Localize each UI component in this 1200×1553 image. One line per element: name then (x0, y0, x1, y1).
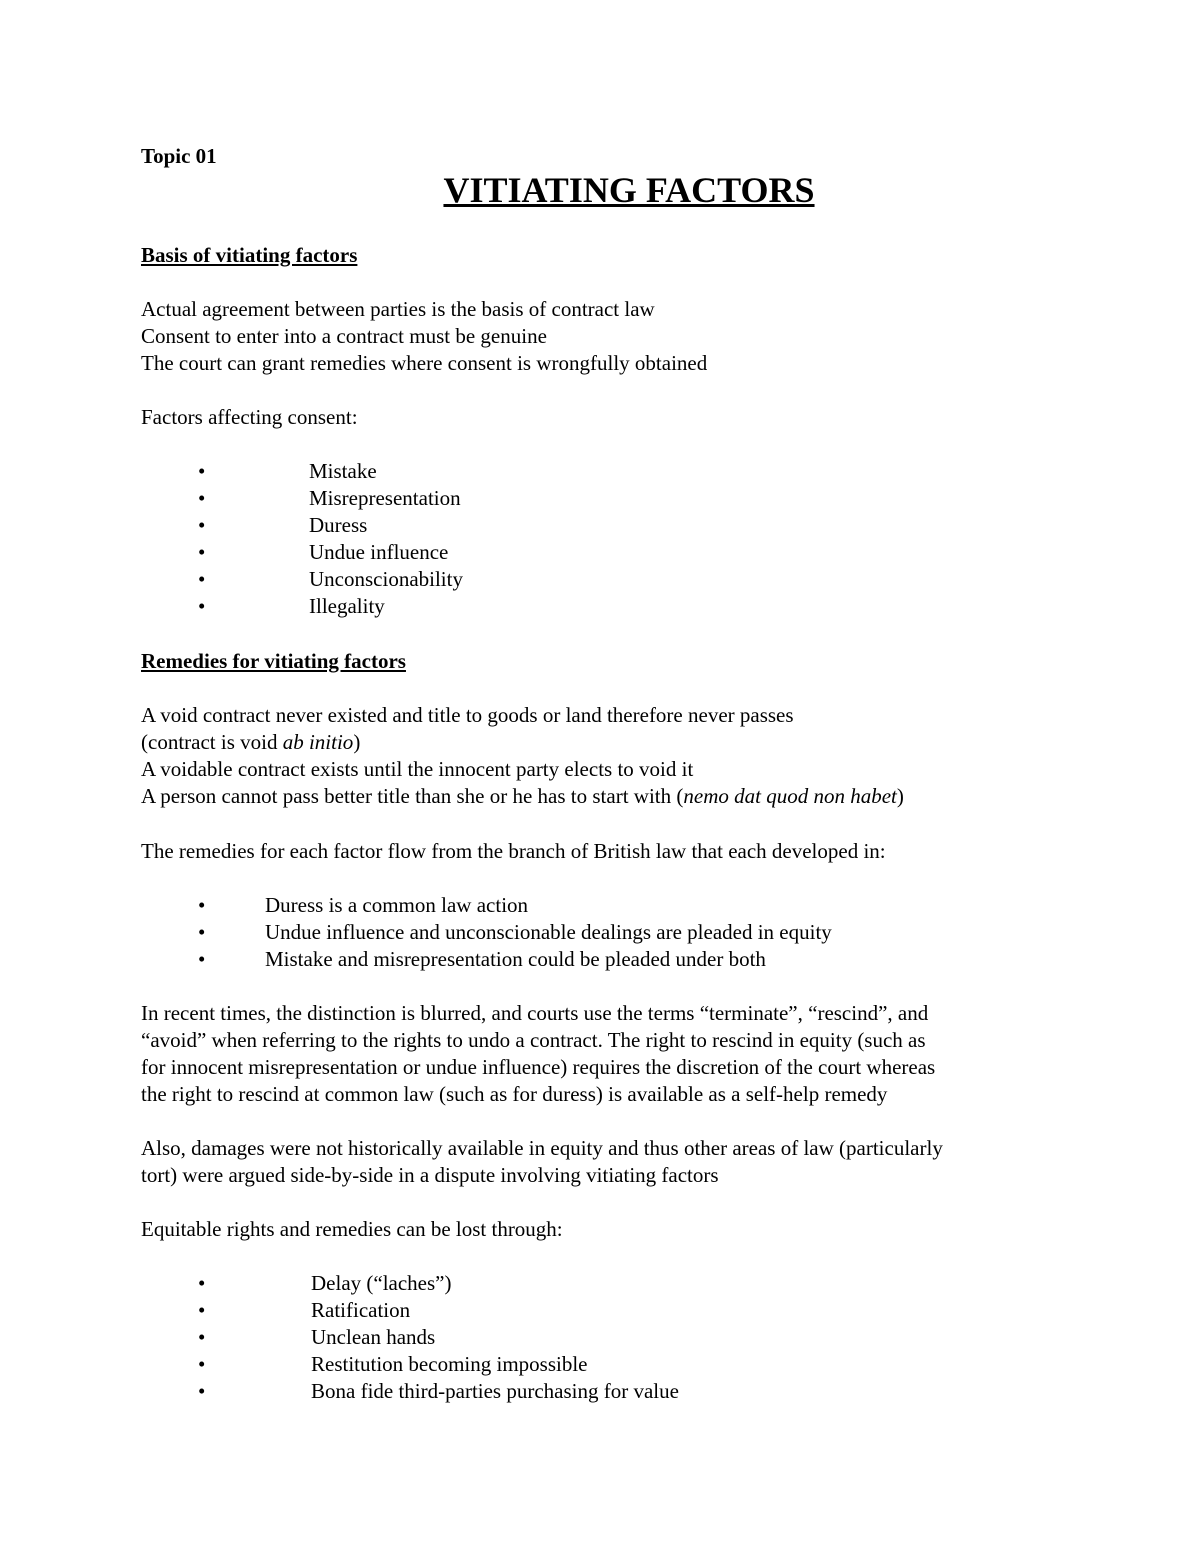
text-run: (contract is void (141, 730, 283, 754)
bullet-icon: • (198, 486, 206, 510)
bullet-icon: • (198, 513, 206, 537)
lost-intro: Equitable rights and remedies can be lost through: (141, 1217, 563, 1241)
list-item: Delay (“laches”) (311, 1271, 452, 1295)
list-item: Duress is a common law action (265, 893, 529, 917)
list-item: Illegality (309, 594, 385, 618)
bullet-icon: • (198, 1352, 206, 1376)
branch-intro: The remedies for each factor flow from the branch of British law that each developed in: (141, 839, 886, 863)
paragraph-line: Actual agreement between parties is the basis of contract law (141, 297, 655, 321)
list-item: Undue influence and unconscionable dealings are pleaded in equity (265, 920, 832, 944)
list-item: Unclean hands (311, 1325, 436, 1349)
list-item: Bona fide third-parties purchasing for value (311, 1379, 679, 1403)
paragraph-line: The court can grant remedies where consent is wrongfully obtained (141, 351, 708, 375)
list-item: Undue influence (309, 540, 449, 564)
list-item: Misrepresentation (309, 486, 461, 510)
paragraph-line: A void contract never existed and title to goods or land therefore never passes (141, 703, 794, 727)
paragraph-line: A voidable contract exists until the innocent party elects to void it (141, 757, 694, 781)
text-run: ) (353, 730, 361, 754)
list-item: Restitution becoming impossible (311, 1352, 588, 1376)
paragraph-line: the right to rescind at common law (such as for duress) is available as a self-help remedy (141, 1082, 888, 1106)
list-item: Duress (309, 513, 368, 537)
bullet-icon: • (198, 1298, 206, 1322)
list-item: Mistake (309, 459, 377, 483)
paragraph-line: for innocent misrepresentation or undue influence) requires the discretion of the court whereas (141, 1055, 936, 1079)
bullet-icon: • (198, 947, 206, 971)
latin-term: ab initio (282, 730, 354, 754)
bullet-icon: • (198, 567, 206, 591)
latin-term: nemo dat quod non habet (683, 784, 897, 808)
page-title: VITIATING FACTORS (443, 170, 815, 210)
text-run: A person cannot pass better title than she or he has to start with ( (141, 784, 684, 808)
list-item: Unconscionability (309, 567, 463, 591)
topic-label: Topic 01 (141, 144, 217, 168)
factors-intro: Factors affecting consent: (141, 405, 358, 429)
bullet-icon: • (198, 1379, 206, 1403)
paragraph-line (141, 783, 904, 810)
text-run: ) (896, 784, 904, 808)
bullet-icon: • (198, 594, 206, 618)
list-item: Ratification (311, 1298, 411, 1322)
bullet-icon: • (198, 920, 206, 944)
bullet-icon: • (198, 540, 206, 564)
bullet-icon: • (198, 1325, 206, 1349)
paragraph-line: Consent to enter into a contract must be genuine (141, 324, 547, 348)
paragraph-line: tort) were argued side-by-side in a dispute involving vitiating factors (141, 1163, 719, 1187)
section-heading-remedies: Remedies for vitiating factors (141, 649, 406, 673)
bullet-icon: • (198, 459, 206, 483)
list-item: Mistake and misrepresentation could be pleaded under both (265, 947, 766, 971)
paragraph-line: In recent times, the distinction is blurred, and courts use the terms “terminate”, “rescind”, and (141, 1001, 929, 1025)
paragraph-line (141, 729, 360, 756)
paragraph-line: “avoid” when referring to the rights to undo a contract. The right to rescind in equity (such as (141, 1028, 926, 1052)
bullet-icon: • (198, 893, 206, 917)
paragraph-line: Also, damages were not historically available in equity and thus other areas of law (particularly (141, 1136, 943, 1160)
bullet-icon: • (198, 1271, 206, 1295)
section-heading-basis: Basis of vitiating factors (141, 243, 358, 267)
